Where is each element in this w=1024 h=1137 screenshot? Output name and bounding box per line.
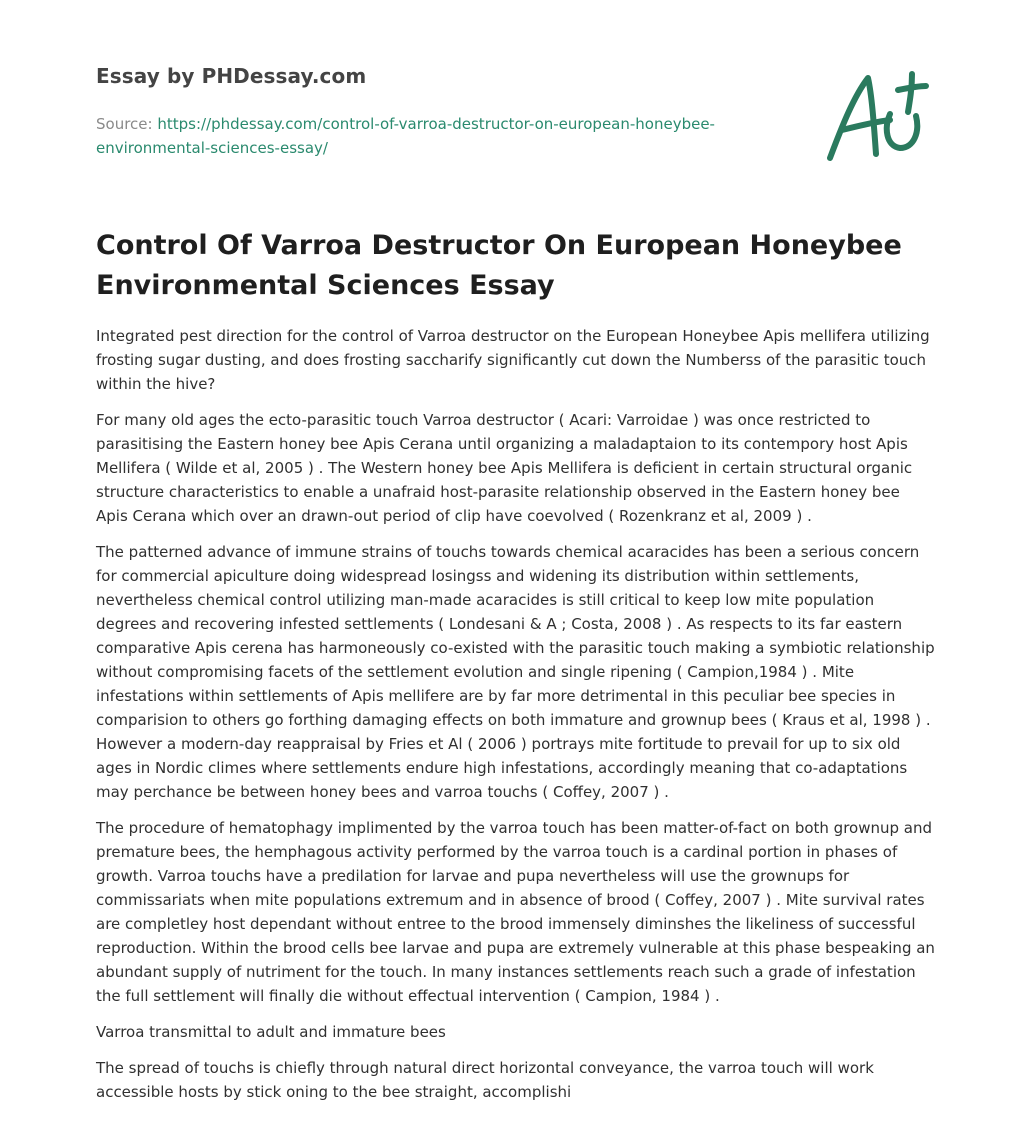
paragraph: The procedure of hematophagy implimented by the varroa touch has been matter-of-fact on both grownup and premature bees, the hemphagous activity performed by the varroa touch is a cardinal portion in phases of growth. Varroa touchs have a predilation for larvae and pupa nevertheless will use the grownups for commissariats when mite populations extremum and in absence of brood ( Coffey, 2007 ) . Mite survival rates are completley host dependant without entree to the brood immensely diminshes the likeliness of successful reproduction. Within the brood cells bee larvae and pupa are extremely vulnerable at this phase bespeaking an abundant supply of nutriment for the touch. In many instances settlements reach such a grade of infestation the full settlement will finally die without effectual intervention ( Campion, 1984 ) . [96, 819, 935, 1005]
source-link[interactable]: https://phdessay.com/control-of-varroa-destructor-on-european-honeybee-environmental-sciences-essay/ [96, 115, 715, 157]
paragraph: Integrated pest direction for the control of Varroa destructor on the European Honeybee Apis mellifera utilizing frosting sugar dusting, and does frosting saccharify significantly cut down the Numberss of the parasitic touch within the hive? [96, 327, 930, 393]
section-heading: Varroa transmittal to adult and immature bees [96, 1023, 446, 1041]
essay-body [96, 324, 936, 1116]
source-line [96, 112, 736, 160]
paragraph: For many old ages the ecto-parasitic touch Varroa destructor ( Acari: Varroidae ) was once restricted to parasitising the Eastern honey bee Apis Cerana until organizing a maladaptaion to its contempory host Apis Mellifera ( Wilde et al, 2005 ) . The Western honey bee Apis Mellifera is deficient in certain structural organic structure characteristics to enable a unafraid host-parasite relationship observed in the Eastern honey bee Apis Cerana which over an drawn-out period of clip have coevolved ( Rozenkranz et al, 2009 ) . [96, 411, 913, 525]
source-label: Source: [96, 115, 153, 133]
paragraph: The patterned advance of immune strains of touchs towards chemical acaracides has been a serious concern for commercial apiculture doing widespread losingss and widening its distribution within settlements, nevertheless chemical control utilizing man-made acaracides is still critical to keep low mite population degrees and recovering infested settlements ( Londesani & A ; Costa, 2008 ) . As respects to its far eastern comparative Apis cerena has harmoneously co-existed with the parasitic touch making a symbiotic relationship without compromising facets of the settlement evolution and single ripening ( Campion,1984 ) . Mite infestations within settlements of Apis mellifere are by far more detrimental in this peculiar bee species in comparision to others go forthing damaging effects on both immature and grownup bees ( Kraus et al, 1998 ) . However a modern-day reappraisal by Fries et Al ( 2006 ) portrays mite fortitude to prevail for up to six old ages in Nordic climes where settlements endure high infestations, accordingly meaning that co-adaptations may perchance be between honey bees and varroa touchs ( Coffey, 2007 ) . [96, 543, 935, 801]
paragraph: The spread of touchs is chiefly through natural direct horizontal conveyance, the varroa touch will work accessible hosts by stick oning to the bee straight, accomplishi [96, 1059, 874, 1101]
site-brand: Essay by PHDessay.com [96, 64, 367, 88]
a-plus-logo-icon [820, 66, 932, 166]
essay-title: Control Of Varroa Destructor On European Honeybee Environmental Sciences Essay [96, 230, 902, 301]
